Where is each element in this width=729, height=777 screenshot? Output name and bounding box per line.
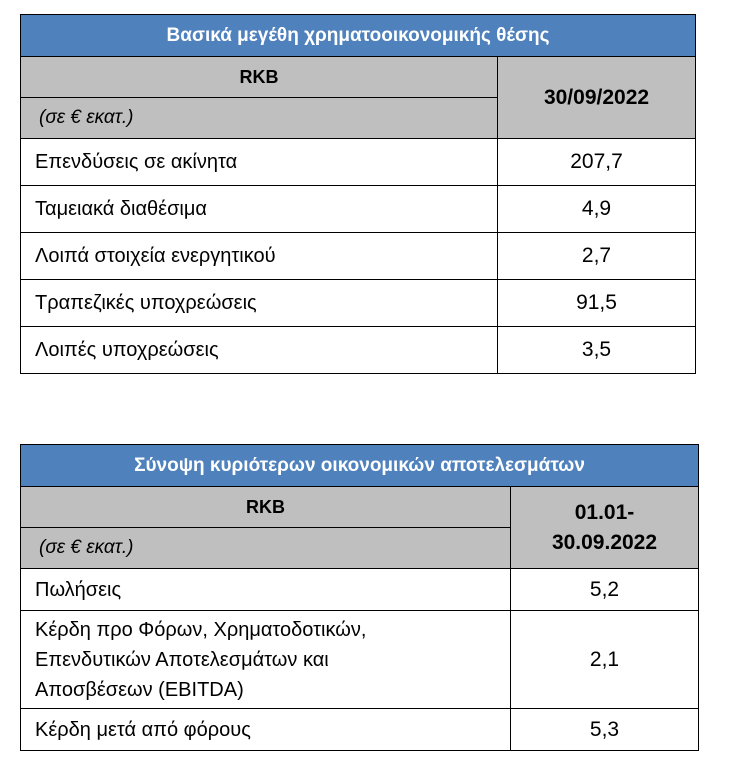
table-row [21, 611, 699, 709]
table-row [21, 709, 699, 751]
row-label: Επενδύσεις σε ακίνητα [21, 139, 498, 186]
table-row [21, 327, 696, 374]
row-value: 5,3 [511, 709, 699, 751]
period-line-2: 30.09.2022 [551, 530, 658, 554]
results-period-header [511, 487, 699, 569]
row-label [21, 611, 511, 709]
row-label: Λοιπές υποχρεώσεις [21, 327, 498, 374]
row-value: 91,5 [498, 280, 696, 327]
balance-unit-label: (σε € εκατ.) [21, 98, 498, 139]
row-value: 3,5 [498, 327, 696, 374]
row-label-line-3: Αποσβέσεων (EBITDA) [35, 678, 244, 701]
table-row [21, 233, 696, 280]
row-label-line-1: Κέρδη προ Φόρων, Χρηματοδοτικών, [35, 618, 367, 641]
table-row [21, 139, 696, 186]
results-unit-label: (σε € εκατ.) [21, 528, 511, 569]
balance-table [20, 14, 696, 374]
row-value: 4,9 [498, 186, 696, 233]
table-row [21, 186, 696, 233]
row-value: 207,7 [498, 139, 696, 186]
row-value: 5,2 [511, 569, 699, 611]
row-label: Τραπεζικές υποχρεώσεις [21, 280, 498, 327]
row-label: Πωλήσεις [21, 569, 511, 611]
row-label: Λοιπά στοιχεία ενεργητικού [21, 233, 498, 280]
table-row [21, 280, 696, 327]
balance-table-title: Βασικά μεγέθη χρηματοοικονομικής θέσης [21, 15, 696, 57]
row-label: Ταμειακά διαθέσιμα [21, 186, 498, 233]
period-line-1: 01.01- [574, 500, 635, 524]
row-label: Κέρδη μετά από φόρους [21, 709, 511, 751]
results-table-title: Σύνοψη κυριότερων οικονομικών αποτελεσμάτων [21, 445, 699, 487]
balance-entity-header: RKB [21, 57, 498, 98]
row-value: 2,7 [498, 233, 696, 280]
row-value: 2,1 [511, 611, 699, 709]
row-label-line-2: Επενδυτικών Αποτελεσμάτων και [35, 648, 329, 671]
results-entity-header: RKB [21, 487, 511, 528]
results-table [20, 444, 699, 751]
table-row [21, 569, 699, 611]
balance-period-header: 30/09/2022 [498, 57, 696, 139]
